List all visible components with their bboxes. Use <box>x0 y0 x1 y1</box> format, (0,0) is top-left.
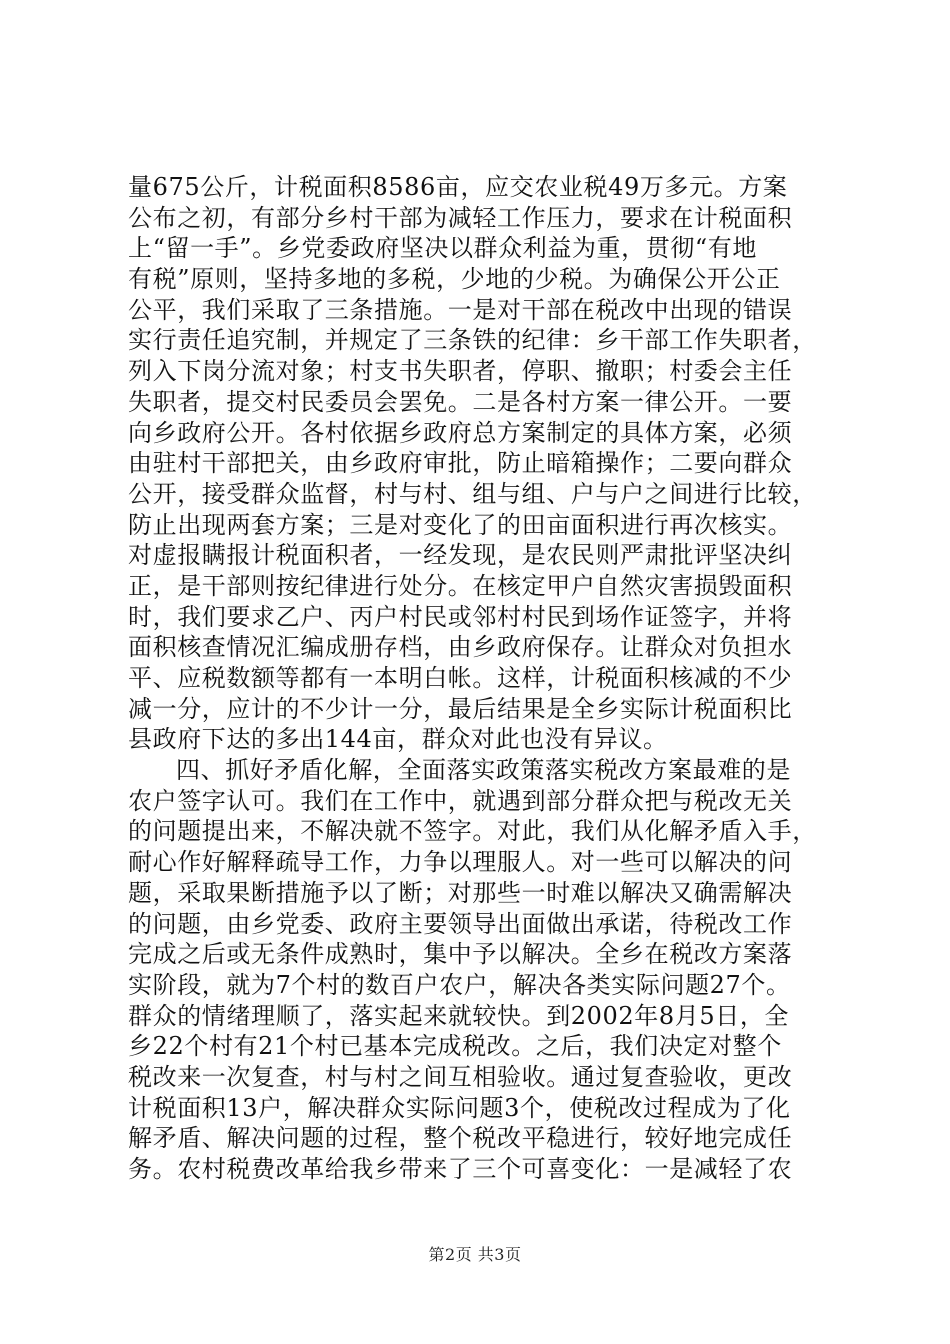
text-line: 耐心作好解释疏导工作，力争以理服人。对一些可以解决的问 <box>128 848 793 877</box>
text-line: 上“留一手”。乡党委政府坚决以群众利益为重，贯彻“有地 <box>128 234 758 263</box>
text-line: 实阶段，就为7个村的数百户农户，解决各类实际问题27个。 <box>128 970 791 999</box>
text-line: 务。农村税费改革给我乡带来了三个可喜变化：一是减轻了农 <box>128 1155 793 1183</box>
paragraph-start-line: 四、抓好矛盾化解，全面落实政策落实税改方案最难的是 <box>176 756 791 785</box>
text-line: 正，是干部则按纪律进行处分。在核定甲户自然灾害损毁面积 <box>128 571 793 600</box>
text-line: 有税”原则，坚持多地的多税，少地的少税。为确保公开公正 <box>128 265 781 294</box>
text-line: 向乡政府公开。各村依据乡政府总方案制定的具体方案，必须 <box>128 418 793 447</box>
text-line: 的问题提出来，不解决就不签字。对此，我们从化解矛盾入手， <box>128 817 817 846</box>
text-line: 列入下岗分流对象；村支书失职者，停职、撤职；村委会主任 <box>128 357 793 386</box>
text-line: 公开，接受群众监督，村与村、组与组、户与户之间进行比较， <box>128 479 817 508</box>
text-line: 由驻村干部把关，由乡政府审批，防止暗箱操作；二要向群众 <box>128 449 793 478</box>
text-line: 失职者，提交村民委员会罢免。二是各村方案一律公开。一要 <box>128 387 793 416</box>
text-line: 实行责任追究制，并规定了三条铁的纪律：乡干部工作失职者， <box>128 326 817 355</box>
text-line: 防止出现两套方案；三是对变化了的田亩面积进行再次核实。 <box>128 510 793 539</box>
text-line: 平、应税数额等都有一本明白帐。这样，计税面积核减的不少 <box>128 664 793 692</box>
text-line: 公布之初，有部分乡村干部为减轻工作压力，要求在计税面积 <box>128 203 793 232</box>
text-line: 量675公斤，计税面积8586亩，应交农业税49万多元。方案 <box>128 173 788 201</box>
text-line: 解矛盾、解决问题的过程，整个税改平稳进行，较好地完成任 <box>128 1124 793 1153</box>
text-line: 的问题，由乡党委、政府主要领导出面做出承诺，待税改工作 <box>128 909 793 938</box>
text-line: 计税面积13户，解决群众实际问题3个，使税改过程成为了化 <box>128 1093 791 1122</box>
text-line: 县政府下达的多出144亩，群众对此也没有异议。 <box>128 725 668 754</box>
text-line: 群众的情绪理顺了，落实起来就较快。到2002年8月5日，全 <box>128 1001 790 1030</box>
text-line: 公平，我们采取了三条措施。一是对干部在税改中出现的错误 <box>128 295 793 324</box>
text-line: 税改来一次复查，村与村之间互相验收。通过复查验收，更改 <box>128 1062 793 1091</box>
text-line: 时，我们要求乙户、丙户村民或邻村村民到场作证签字，并将 <box>128 602 793 631</box>
text-line: 乡22个村有21个村已基本完成税改。之后，我们决定对整个 <box>128 1032 782 1061</box>
text-line: 题，采取果断措施予以了断；对那些一时难以解决又确需解决 <box>128 878 793 907</box>
text-line: 减一分，应计的不少计一分，最后结果是全乡实际计税面积比 <box>128 694 793 723</box>
text-line: 对虚报瞒报计税面积者，一经发现，是农民则严肃批评坚决纠 <box>128 541 793 570</box>
text-line: 完成之后或无条件成熟时，集中予以解决。全乡在税改方案落 <box>128 940 793 969</box>
page-number-footer: 第2页 共3页 <box>428 1245 522 1264</box>
text-line: 农户签字认可。我们在工作中，就遇到部分群众把与税改无关 <box>128 786 793 815</box>
text-line: 面积核查情况汇编成册存档，由乡政府保存。让群众对负担水 <box>128 633 793 662</box>
body-text <box>128 172 858 1185</box>
